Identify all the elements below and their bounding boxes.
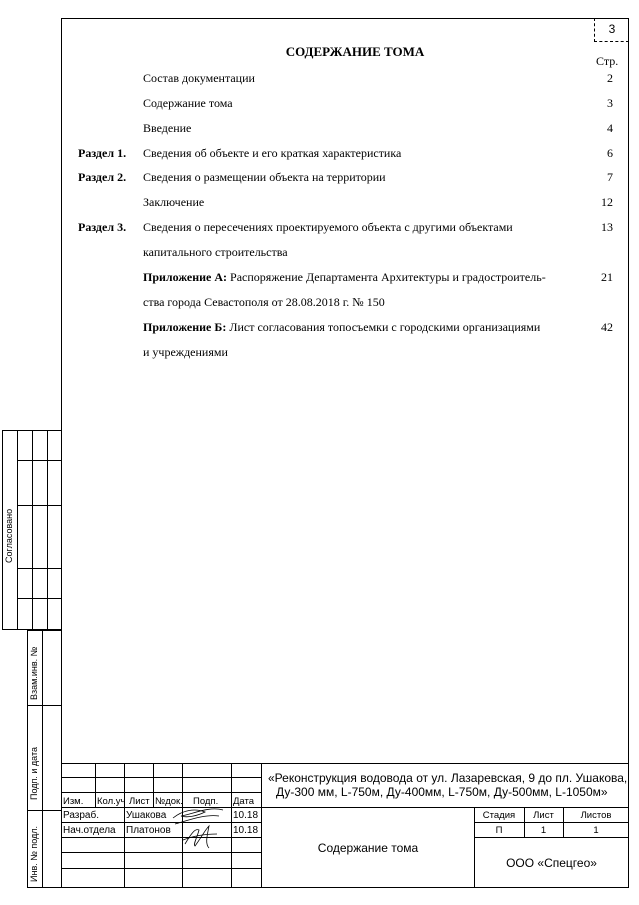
divider (61, 807, 629, 808)
document-name: Содержание тома (317, 841, 419, 855)
page-column-header: Стр. (596, 54, 619, 68)
divider (261, 763, 262, 888)
divider (17, 568, 62, 569)
toc-item-text: Сведения о размещении объекта на территории (143, 170, 386, 184)
toc-item-page: 7 (607, 170, 613, 184)
divider (95, 763, 96, 807)
sheets-total-value: 1 (593, 825, 599, 836)
divider (17, 598, 62, 599)
toc-item-page: 13 (601, 220, 613, 234)
divider (17, 505, 62, 506)
stage-value: П (495, 825, 503, 836)
name-developer: Ушакова (126, 810, 167, 821)
page-number: 3 (594, 18, 629, 42)
signature-date-label: Подп. и дата (29, 746, 39, 800)
role-developer: Разраб. (63, 810, 100, 821)
toc-item-text (143, 320, 540, 335)
toc-item-text: Введение (143, 121, 192, 135)
role-head: Нач.отдела (63, 825, 116, 836)
divider (153, 763, 154, 807)
divider (27, 810, 62, 811)
appendix-label: Приложение Б: (143, 320, 227, 334)
date-head: 10.18 (233, 825, 259, 836)
appendix-text: Лист согласования топосъемки с городскими организациями (226, 320, 541, 334)
header-ndok: №док. (155, 796, 183, 807)
toc-item-page: 21 (601, 270, 613, 284)
toc-item-page: 3 (607, 96, 613, 110)
toc-item-text: Содержание тома (143, 96, 233, 110)
signature-image (165, 804, 235, 854)
toc-item-text: ства города Севастополя от 28.08.2018 г. № 150 (143, 295, 385, 309)
toc-item-text: Заключение (143, 195, 205, 209)
approval-label: Согласовано (4, 508, 14, 563)
toc-item-page: 2 (607, 71, 613, 85)
divider (474, 837, 629, 838)
divider (61, 763, 629, 764)
toc-item-text: капитального строительства (143, 245, 288, 259)
toc-item-text: Сведения о пересечениях проектируемого объекта с другими объектами (143, 220, 513, 234)
toc-section-label: Раздел 1. (78, 146, 127, 160)
toc-section-label: Раздел 3. (78, 220, 127, 234)
project-title (268, 771, 627, 799)
divider (17, 460, 62, 461)
header-podp: Подп. (193, 796, 219, 807)
sheet-value: 1 (540, 825, 547, 836)
divider (124, 763, 125, 888)
toc-item-page: 6 (607, 146, 613, 160)
toc-item-text (143, 270, 546, 285)
toc-item-page: 12 (601, 195, 613, 209)
sheet-header: Лист (533, 810, 554, 821)
toc-item-page: 42 (601, 320, 613, 334)
toc-item-page: 4 (607, 121, 613, 135)
header-kol-uch: Кол.уч (97, 796, 126, 807)
divider (474, 822, 629, 823)
project-title-line: Ду-300 мм, L-750м, Ду-400мм, L-750м, Ду-500мм, L-1050м» (276, 785, 608, 799)
stage-header: Стадия (482, 810, 516, 821)
sheets-total-header: Листов (580, 810, 612, 821)
name-head: Платонов (126, 825, 171, 836)
toc-item-text: Состав документации (143, 71, 255, 85)
page-title: СОДЕРЖАНИЕ ТОМА (285, 44, 425, 59)
company-name: ООО «Спецгео» (506, 856, 597, 870)
divider (42, 630, 43, 888)
header-list: Лист (129, 796, 150, 807)
header-izm: Изм. (63, 796, 84, 807)
toc-item-text: и учреждениями (143, 345, 228, 359)
appendix-text: Распоряжение Департамента Архитектуры и градостроитель- (227, 270, 546, 284)
project-title-line: «Реконструкция водовода от ул. Лазаревская, 9 до пл. Ушакова, (268, 771, 628, 785)
toc-item-text: Сведения об объекте и его краткая характеристика (143, 146, 402, 160)
replaced-inventory-label: Взам.инв. № (29, 646, 39, 700)
toc-section-label: Раздел 2. (78, 170, 127, 184)
appendix-label: Приложение А: (143, 270, 228, 284)
original-inventory-label: Инв. № подл. (29, 825, 39, 882)
header-data: Дата (233, 796, 255, 807)
divider (27, 705, 62, 706)
date-developer: 10.18 (233, 810, 259, 821)
